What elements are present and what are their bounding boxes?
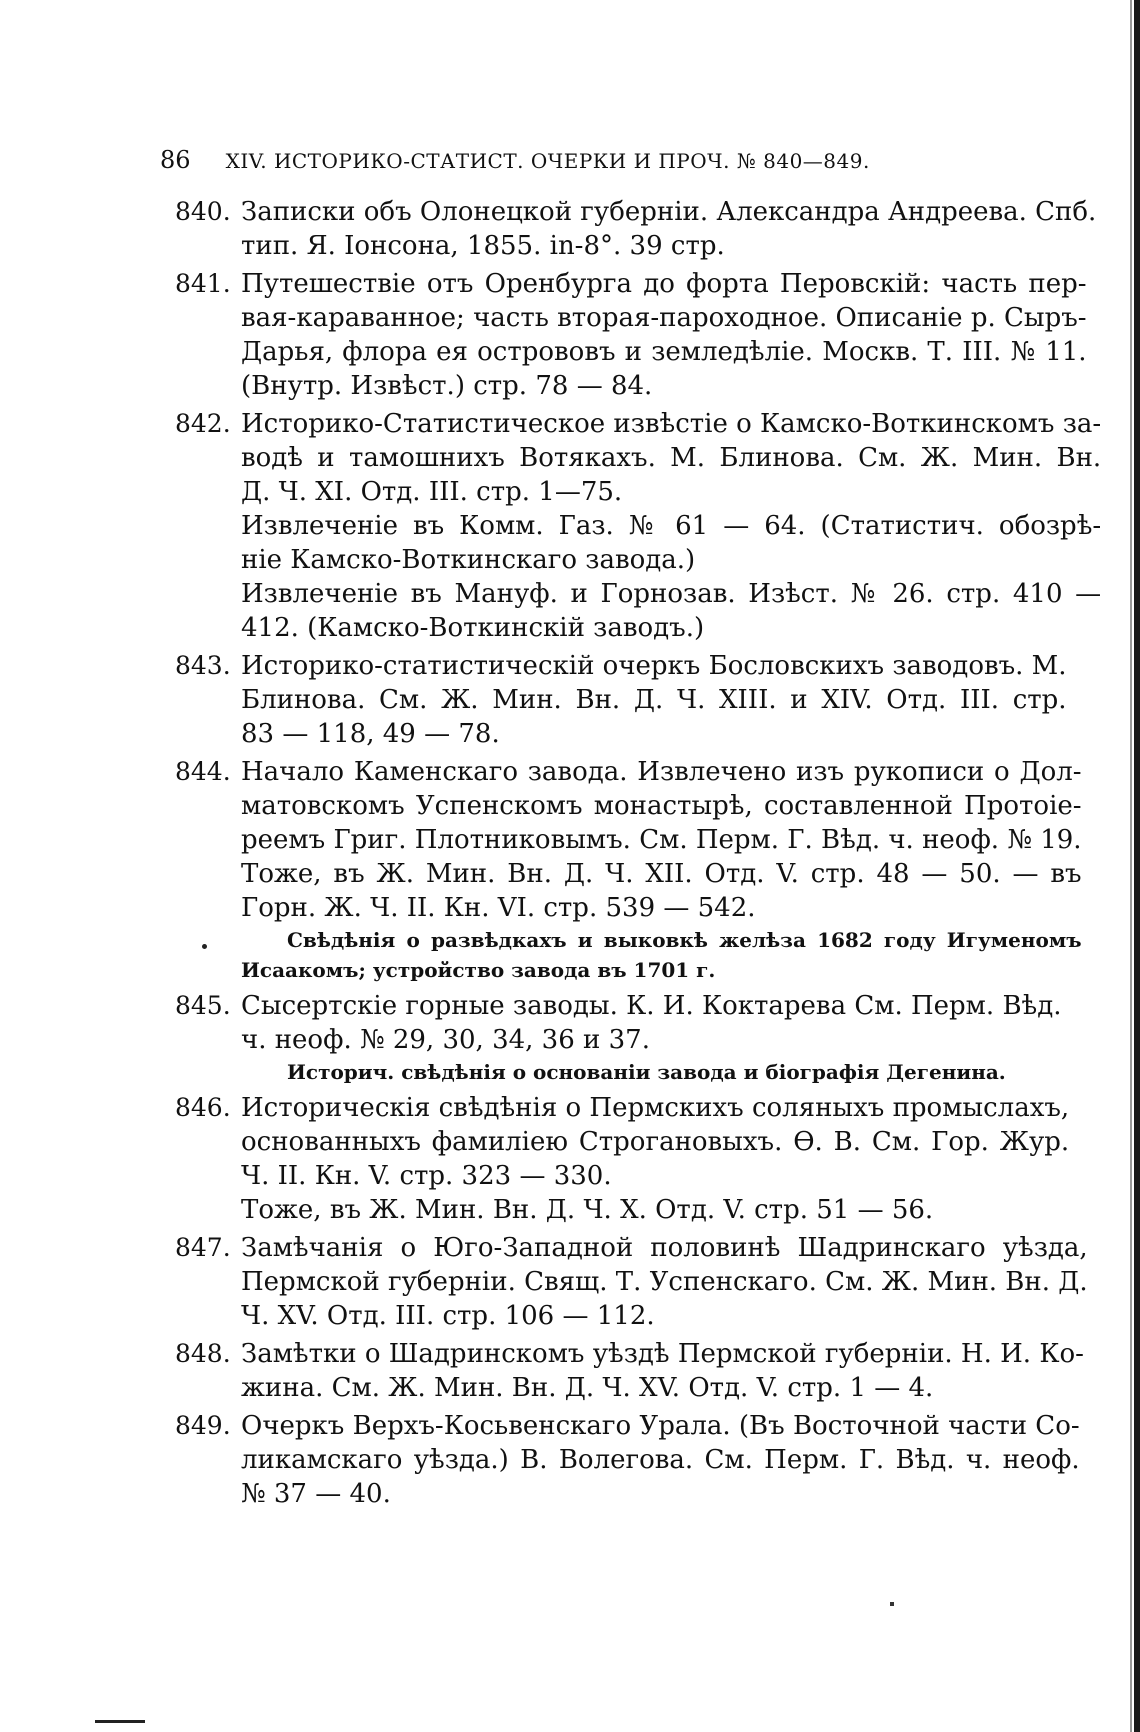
entry-number: 845. xyxy=(175,991,231,1020)
entry-note: Свѣдѣнія о развѣдкахъ и выковкѣ желѣза 1682 году Игуменомъ xyxy=(287,928,1082,952)
entry-848 xyxy=(175,1337,1084,1405)
entry-line: Тоже, въ Ж. Мин. Вн. Д. Ч. XII. Отд. V. стр. 48 — 50. — въ xyxy=(241,859,1082,889)
entry-line: матовскомъ Успенскомъ монастырѣ, составленной Протоіе- xyxy=(241,791,1082,821)
entry-840 xyxy=(175,195,1097,263)
entry-number: 841. xyxy=(175,269,231,298)
entry-line: Извлеченіе въ Комм. Газ. № 61 — 64. (Статистич. обозрѣ- xyxy=(241,511,1102,541)
entry-line: Блинова. См. Ж. Мин. Вн. Д. Ч. XIII. и XIV. Отд. III. стр. xyxy=(241,685,1067,715)
entry-body xyxy=(241,755,1082,985)
entry-line: ніе Камско-Воткинскаго завода.) xyxy=(241,545,696,575)
entry-body xyxy=(241,267,1087,403)
entry-number: 843. xyxy=(175,651,231,680)
entry-number: 840. xyxy=(175,197,231,226)
entry-847 xyxy=(175,1231,1088,1333)
entry-line: Записки объ Олонецкой губерніи. Александра Андреева. Спб. xyxy=(241,197,1097,227)
entry-line: Очеркъ Верхъ-Косьвенскаго Урала. (Въ Восточной части Со- xyxy=(241,1411,1080,1441)
entry-body xyxy=(241,1091,1069,1227)
entry-line: Ч. XV. Отд. III. стр. 106 — 112. xyxy=(241,1301,655,1331)
entry-body xyxy=(241,1337,1084,1405)
entry-844 xyxy=(175,755,1082,985)
stray-dot-mark xyxy=(890,1602,894,1606)
entry-line: Горн. Ж. Ч. II. Кн. VI. стр. 539 — 542. xyxy=(241,893,756,923)
entry-number: 846. xyxy=(175,1093,231,1122)
page-number: 86 xyxy=(160,146,191,174)
running-head: XIV. ИСТОРИКО-СТАТИСТ. ОЧЕРКИ И ПРОЧ. № 840—849. xyxy=(225,149,870,173)
entry-line: 83 — 118, 49 — 78. xyxy=(241,719,500,749)
entry-number: 847. xyxy=(175,1233,231,1262)
entry-line: Извлеченіе въ Мануф. и Горнозав. Изѣст. № 26. стр. 410 — xyxy=(241,579,1102,609)
entry-line: Путешествіе отъ Оренбурга до форта Перовскій: часть пер- xyxy=(241,269,1087,299)
page-header xyxy=(160,146,920,174)
entry-body xyxy=(241,1409,1080,1511)
entry-body xyxy=(241,195,1096,263)
entry-line: Дарья, флора ея острововъ и земледѣліе. Москв. Т. III. № 11. xyxy=(241,337,1087,367)
entry-line: реемъ Григ. Плотниковымъ. См. Перм. Г. Вѣд. ч. неоф. № 19. xyxy=(241,825,1082,855)
entry-843 xyxy=(175,649,1067,751)
entry-845 xyxy=(175,989,1062,1087)
entry-line: тип. Я. Іонсона, 1855. in-8°. 39 стр. xyxy=(241,231,725,261)
entry-line: Начало Каменскаго завода. Извлечено изъ рукописи о Дол- xyxy=(241,757,1082,787)
entry-line: Пермской губерніи. Свящ. Т. Успенскаго. См. Ж. Мин. Вн. Д. xyxy=(241,1267,1088,1297)
entry-line: (Внутр. Извѣст.) стр. 78 — 84. xyxy=(241,371,653,401)
entry-line: 412. (Камско-Воткинскій заводъ.) xyxy=(241,613,705,643)
entry-line: водѣ и тамошнихъ Вотякахъ. М. Блинова. См. Ж. Мин. Вн. xyxy=(241,443,1102,473)
entry-number: 842. xyxy=(175,409,231,438)
entry-line: Тоже, въ Ж. Мин. Вн. Д. Ч. X. Отд. V. стр. 51 — 56. xyxy=(241,1195,934,1225)
margin-bullet xyxy=(202,944,207,949)
entry-849 xyxy=(175,1409,1080,1511)
entry-841 xyxy=(175,267,1087,403)
entry-body xyxy=(241,1231,1088,1333)
entry-number: 848. xyxy=(175,1339,231,1368)
page-edge-shadow xyxy=(1130,0,1132,1732)
entry-line: Историко-статистическій очеркъ Бословскихъ заводовъ. М. xyxy=(241,651,1067,681)
page-edge xyxy=(1134,0,1140,1732)
entry-line: жина. См. Ж. Мин. Вн. Д. Ч. XV. Отд. V. стр. 1 — 4. xyxy=(241,1373,934,1403)
entry-line: Сысертскіе горные заводы. К. И. Коктарева См. Перм. Вѣд. xyxy=(241,991,1062,1021)
bibliography-list xyxy=(175,195,1102,1515)
entry-line: ч. неоф. № 29, 30, 34, 36 и 37. xyxy=(241,1025,650,1055)
entry-line: Историко-Статистическое извѣстіе о Камско-Воткинскомъ за- xyxy=(241,409,1102,439)
entry-note: Исаакомъ; устройство завода въ 1701 г. xyxy=(241,958,716,982)
entry-line: Историческія свѣдѣнія о Пермскихъ соляныхъ промыслахъ, xyxy=(241,1093,1070,1123)
entry-846 xyxy=(175,1091,1070,1227)
entry-line: Замѣтки о Шадринскомъ уѣздѣ Пермской губерніи. Н. И. Ко- xyxy=(241,1339,1084,1369)
footer-dash-mark xyxy=(95,1720,145,1723)
entry-body xyxy=(241,649,1067,751)
entry-line: Ч. II. Кн. V. стр. 323 — 330. xyxy=(241,1161,612,1191)
entry-line: ликамскаго уѣзда.) В. Волегова. См. Перм. Г. Вѣд. ч. неоф. xyxy=(241,1445,1080,1475)
entry-line: вая-караванное; часть вторая-пароходное. Описаніе р. Сыръ- xyxy=(241,303,1087,333)
entry-number: 849. xyxy=(175,1411,231,1440)
entry-842 xyxy=(175,407,1102,645)
entry-line: основанныхъ фамиліею Строгановыхъ. Ѳ. В. См. Гор. Жур. xyxy=(241,1127,1070,1157)
entry-line: № 37 — 40. xyxy=(241,1479,391,1509)
entry-line: Д. Ч. XI. Отд. III. стр. 1—75. xyxy=(241,477,623,507)
entry-note: Историч. свѣдѣнія о основаніи завода и біографія Дегенина. xyxy=(287,1060,1006,1084)
entry-body xyxy=(241,989,1062,1087)
entry-line: Замѣчанія о Юго-Западной половинѣ Шадринскаго уѣзда, xyxy=(241,1233,1088,1263)
entry-number: 844. xyxy=(175,757,231,786)
entry-body xyxy=(241,407,1101,645)
